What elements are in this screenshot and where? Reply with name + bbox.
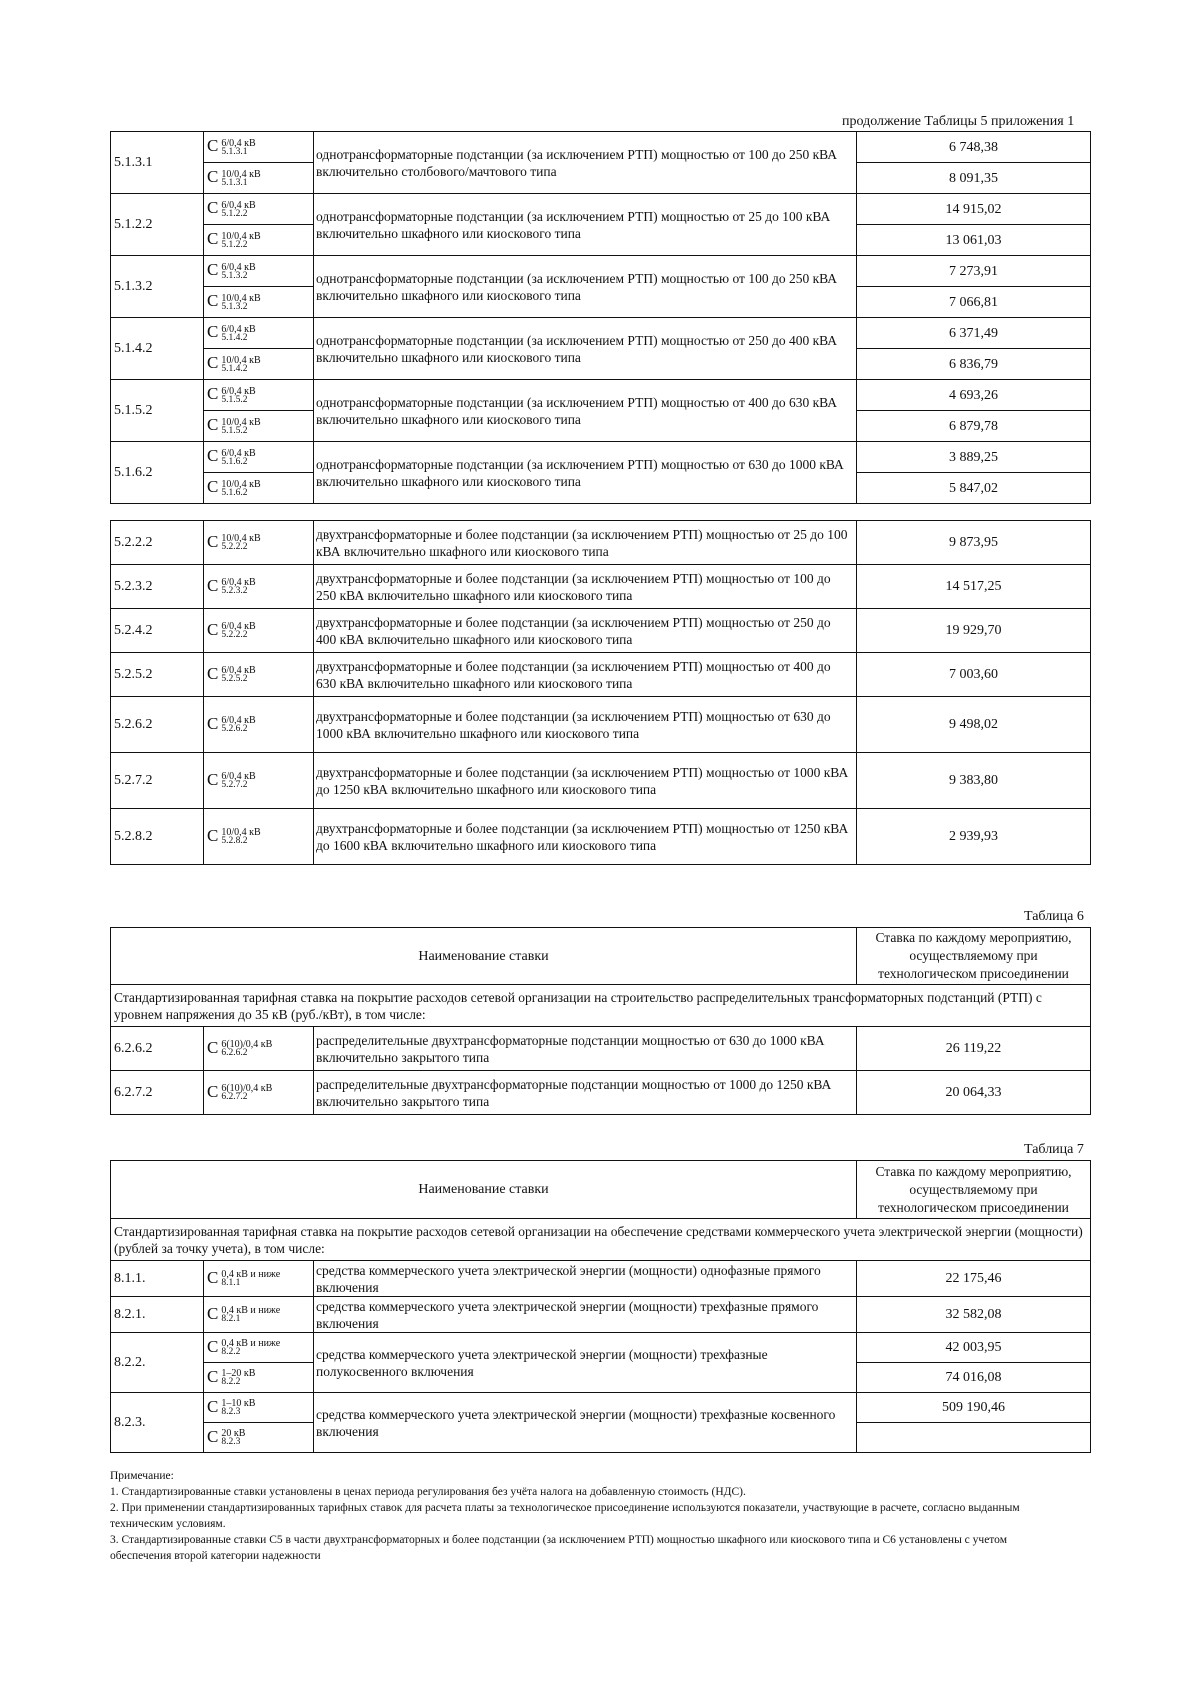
- row-description: однотрансформаторные подстанции (за исключением РТП) мощностью от 400 до 630 кВА включительно шкафного или киоскового типа: [314, 380, 857, 442]
- rate-symbol: С 10/0,4 кВ 5.2.2.2: [204, 521, 314, 565]
- rate-symbol: С 10/0,4 кВ 5.1.2.2: [204, 225, 314, 256]
- rate-symbol: С 6/0,4 кВ 5.1.4.2: [204, 318, 314, 349]
- rate-symbol: С 6/0,4 кВ 5.2.2.2: [204, 609, 314, 653]
- row-code: 5.2.3.2: [111, 565, 204, 609]
- rate-index: 5.2.2.2: [221, 630, 248, 641]
- rate-index: 5.2.7.2: [221, 780, 248, 791]
- rate-voltage: 0,4 кВ и ниже: [221, 1305, 281, 1317]
- rate-symbol: С 6/0,4 кВ 5.1.5.2: [204, 380, 314, 411]
- table-row: [111, 380, 1091, 411]
- rate-index: 8.2.1: [221, 1314, 241, 1325]
- rate-symbol: С 6/0,4 кВ 5.2.7.2: [204, 753, 314, 809]
- row-value: 14 915,02: [857, 194, 1091, 225]
- row-code: 8.2.1.: [111, 1297, 204, 1333]
- row-code: 5.1.3.2: [111, 256, 204, 318]
- row-value: 8 091,35: [857, 163, 1091, 194]
- rate-symbol: С 1–20 кВ 8.2.2: [204, 1363, 314, 1393]
- row-description: двухтрансформаторные и более подстанции (за исключением РТП) мощностью от 1250 кВА до 1600 кВА включительно шкафного или киоскового типа: [314, 809, 857, 865]
- table7-header-name: Наименование ставки: [111, 1161, 857, 1219]
- row-value: 22 175,46: [857, 1261, 1091, 1297]
- row-value: 6 371,49: [857, 318, 1091, 349]
- table-row: [111, 521, 1091, 565]
- rate-voltage: 6/0,4 кВ: [221, 137, 256, 149]
- table-row: [111, 442, 1091, 473]
- rate-index: 5.1.4.2: [221, 332, 248, 343]
- rate-index: 5.1.3.1: [221, 146, 248, 157]
- row-code: 5.2.2.2: [111, 521, 204, 565]
- row-value: 20 064,33: [857, 1071, 1091, 1115]
- row-description: двухтрансформаторные и более подстанции (за исключением РТП) мощностью от 250 до 400 кВА включительно шкафного или киоскового типа: [314, 609, 857, 653]
- rate-voltage: 10/0,4 кВ: [221, 416, 261, 428]
- note-3: 3. Стандартизированные ставки С5 в части двухтрансформаторных и более подстанции (за исключением РТП) мощностью шкафного или киоскового типа и С6 установлены с учетом обеспечения второй категории надежности: [110, 1534, 1007, 1562]
- row-value: 19 929,70: [857, 609, 1091, 653]
- row-value: 4 693,26: [857, 380, 1091, 411]
- rate-symbol: С 10/0,4 кВ 5.2.8.2: [204, 809, 314, 865]
- row-value: 14 517,25: [857, 565, 1091, 609]
- table-row: [111, 194, 1091, 225]
- row-code: 5.1.6.2: [111, 442, 204, 504]
- rate-voltage: 10/0,4 кВ: [221, 168, 261, 180]
- rate-symbol: С 10/0,4 кВ 5.1.6.2: [204, 473, 314, 504]
- rate-index: 6.2.7.2: [221, 1092, 248, 1103]
- rate-voltage: 6/0,4 кВ: [221, 199, 256, 211]
- rate-voltage: 10/0,4 кВ: [221, 354, 261, 366]
- rate-index: 5.1.4.2: [221, 363, 248, 374]
- rate-voltage: 1–10 кВ: [221, 1398, 256, 1410]
- row-description: средства коммерческого учета электрической энергии (мощности) трехфазные прямого включения: [314, 1297, 857, 1333]
- table-row: [111, 565, 1091, 609]
- rate-symbol: С 6/0,4 кВ 5.1.3.2: [204, 256, 314, 287]
- rate-voltage: 6/0,4 кВ: [221, 715, 256, 727]
- row-code: 5.1.5.2: [111, 380, 204, 442]
- rate-symbol: С 10/0,4 кВ 5.1.5.2: [204, 411, 314, 442]
- rate-symbol: С 10/0,4 кВ 5.1.4.2: [204, 349, 314, 380]
- row-description: двухтрансформаторные и более подстанции (за исключением РТП) мощностью от 100 до 250 кВА включительно шкафного или киоскового типа: [314, 565, 857, 609]
- rate-symbol: С 0,4 кВ и ниже 8.1.1: [204, 1261, 314, 1297]
- row-value: 7 273,91: [857, 256, 1091, 287]
- table7-header-rate: Ставка по каждому мероприятию, осуществляемому при технологическом присоединении: [857, 1161, 1091, 1219]
- row-value: 3 889,25: [857, 442, 1091, 473]
- rate-index: 5.1.6.2: [221, 456, 248, 467]
- row-description: средства коммерческого учета электрической энергии (мощности) однофазные прямого включения: [314, 1261, 857, 1297]
- row-description: распределительные двухтрансформаторные подстанции мощностью от 1000 до 1250 кВА включительно закрытого типа: [314, 1071, 857, 1115]
- table-row: [111, 1393, 1091, 1423]
- row-description: распределительные двухтрансформаторные подстанции мощностью от 630 до 1000 кВА включительно закрытого типа: [314, 1027, 857, 1071]
- note-2: 2. При применении стандартизированных тарифных ставок для расчета платы за технологическое присоединение используются показатели, участвующие в расчете, согласно выданным техническим условиям.: [110, 1502, 1020, 1530]
- rate-index: 5.1.2.2: [221, 239, 248, 250]
- rate-index: 5.1.3.2: [221, 301, 248, 312]
- row-value: 42 003,95: [857, 1333, 1091, 1363]
- row-value: 9 873,95: [857, 521, 1091, 565]
- row-code: 5.1.3.1: [111, 132, 204, 194]
- table-row: [111, 1027, 1091, 1071]
- rate-symbol: С 1–10 кВ 8.2.3: [204, 1393, 314, 1423]
- rate-index: 8.2.2: [221, 1347, 241, 1358]
- table5-single: [110, 520, 1091, 865]
- rate-symbol: С 6/0,4 кВ 5.1.3.1: [204, 132, 314, 163]
- rate-symbol: С 0,4 кВ и ниже 8.2.1: [204, 1297, 314, 1333]
- row-code: 6.2.7.2: [111, 1071, 204, 1115]
- table6-header-rate: Ставка по каждому мероприятию, осуществляемому при технологическом присоединении: [857, 928, 1091, 985]
- rate-index: 5.1.5.2: [221, 425, 248, 436]
- row-code: 5.2.8.2: [111, 809, 204, 865]
- row-description: однотрансформаторные подстанции (за исключением РТП) мощностью от 100 до 250 кВА включительно шкафного или киоскового типа: [314, 256, 857, 318]
- row-description: средства коммерческого учета электрической энергии (мощности) трехфазные полукосвенного включения: [314, 1333, 857, 1393]
- row-code: 5.2.6.2: [111, 697, 204, 753]
- rate-index: 5.2.8.2: [221, 836, 248, 847]
- row-description: однотрансформаторные подстанции (за исключением РТП) мощностью от 630 до 1000 кВА включительно шкафного или киоскового типа: [314, 442, 857, 504]
- rate-index: 5.2.6.2: [221, 724, 248, 735]
- row-code: 5.2.4.2: [111, 609, 204, 653]
- row-value: 5 847,02: [857, 473, 1091, 504]
- row-code: 8.2.3.: [111, 1393, 204, 1453]
- rate-voltage: 10/0,4 кВ: [221, 292, 261, 304]
- row-value: 32 582,08: [857, 1297, 1091, 1333]
- table6-caption: Таблица 6: [1024, 909, 1084, 924]
- rate-symbol: С 6/0,4 кВ 5.2.3.2: [204, 565, 314, 609]
- rate-index: 5.1.3.1: [221, 177, 248, 188]
- table-row: [111, 318, 1091, 349]
- rate-symbol: С 20 кВ 8.2.3: [204, 1423, 314, 1453]
- row-description: однотрансформаторные подстанции (за исключением РТП) мощностью от 25 до 100 кВА включительно шкафного или киоскового типа: [314, 194, 857, 256]
- rate-index: 5.2.3.2: [221, 586, 248, 597]
- rate-symbol: С 6/0,4 кВ 5.1.6.2: [204, 442, 314, 473]
- note-1: 1. Стандартизированные ставки установлены в ценах периода регулирования без учёта налога на добавленную стоимость (НДС).: [110, 1486, 746, 1498]
- rate-index: 6.2.6.2: [221, 1048, 248, 1059]
- rate-symbol: С 6/0,4 кВ 5.2.5.2: [204, 653, 314, 697]
- table7-caption: Таблица 7: [1024, 1142, 1084, 1157]
- rate-voltage: 6/0,4 кВ: [221, 323, 256, 335]
- rate-voltage: 0,4 кВ и ниже: [221, 1338, 281, 1350]
- table-row: [111, 1297, 1091, 1333]
- row-value: 9 383,80: [857, 753, 1091, 809]
- rate-voltage: 6/0,4 кВ: [221, 771, 256, 783]
- rate-index: 8.2.2: [221, 1377, 241, 1388]
- rate-index: 5.2.2.2: [221, 542, 248, 553]
- row-value: 6 836,79: [857, 349, 1091, 380]
- row-code: 5.1.4.2: [111, 318, 204, 380]
- row-value: 2 939,93: [857, 809, 1091, 865]
- rate-index: 5.1.3.2: [221, 270, 248, 281]
- row-code: 8.1.1.: [111, 1261, 204, 1297]
- table6-intro: Стандартизированная тарифная ставка на покрытие расходов сетевой организации на строительство распределительных трансформаторных подстанций (РТП) с уровнем напряжения до 35 кВ (руб./кВт), в том числе:: [111, 985, 1091, 1027]
- row-code: 5.1.2.2: [111, 194, 204, 256]
- table7: [110, 1160, 1091, 1453]
- notes-title: Примечание:: [110, 1470, 174, 1482]
- table6: [110, 927, 1091, 1115]
- rate-index: 5.1.5.2: [221, 394, 248, 405]
- rate-voltage: 1–20 кВ: [221, 1368, 256, 1380]
- table-row: [111, 132, 1091, 163]
- rate-voltage: 6/0,4 кВ: [221, 261, 256, 273]
- row-value: 509 190,46: [857, 1393, 1091, 1423]
- table-row: [111, 1333, 1091, 1363]
- rate-symbol: С 0,4 кВ и ниже 8.2.2: [204, 1333, 314, 1363]
- rate-voltage: 10/0,4 кВ: [221, 478, 261, 490]
- row-description: двухтрансформаторные и более подстанции (за исключением РТП) мощностью от 1000 кВА до 1250 кВА включительно шкафного или киоскового типа: [314, 753, 857, 809]
- rate-index: 5.2.5.2: [221, 674, 248, 685]
- rate-symbol: С 6/0,4 кВ 5.2.6.2: [204, 697, 314, 753]
- rate-voltage: 10/0,4 кВ: [221, 533, 261, 545]
- row-value: [857, 1423, 1091, 1453]
- rate-index: 5.1.2.2: [221, 208, 248, 219]
- table-row: [111, 1261, 1091, 1297]
- rate-voltage: 6(10)/0,4 кВ: [221, 1083, 273, 1095]
- rate-voltage: 6/0,4 кВ: [221, 447, 256, 459]
- row-value: 7 066,81: [857, 287, 1091, 318]
- row-code: 8.2.2.: [111, 1333, 204, 1393]
- table7-intro: Стандартизированная тарифная ставка на покрытие расходов сетевой организации на обеспечение средствами коммерческого учета электрической энергии (мощности) (рублей за точку учета), в том числе:: [111, 1219, 1091, 1261]
- rate-symbol: С 10/0,4 кВ 5.1.3.1: [204, 163, 314, 194]
- row-description: однотрансформаторные подстанции (за исключением РТП) мощностью от 250 до 400 кВА включительно шкафного или киоскового типа: [314, 318, 857, 380]
- table5-grouped: [110, 131, 1091, 504]
- table-row: [111, 809, 1091, 865]
- table-row: [111, 609, 1091, 653]
- rate-index: 8.1.1: [221, 1278, 241, 1289]
- row-value: 6 748,38: [857, 132, 1091, 163]
- row-value: 7 003,60: [857, 653, 1091, 697]
- row-code: 5.2.7.2: [111, 753, 204, 809]
- table-row: [111, 256, 1091, 287]
- rate-voltage: 20 кВ: [221, 1428, 246, 1440]
- rate-symbol: С 10/0,4 кВ 5.1.3.2: [204, 287, 314, 318]
- rate-voltage: 6/0,4 кВ: [221, 385, 256, 397]
- rate-symbol: С 6(10)/0,4 кВ 6.2.7.2: [204, 1071, 314, 1115]
- row-value: 9 498,02: [857, 697, 1091, 753]
- row-value: 13 061,03: [857, 225, 1091, 256]
- table-row: [111, 1071, 1091, 1115]
- row-description: средства коммерческого учета электрической энергии (мощности) трехфазные косвенного включения: [314, 1393, 857, 1453]
- rate-index: 8.2.3: [221, 1437, 241, 1448]
- row-description: однотрансформаторные подстанции (за исключением РТП) мощностью от 100 до 250 кВА включительно столбового/мачтового типа: [314, 132, 857, 194]
- row-code: 5.2.5.2: [111, 653, 204, 697]
- rate-symbol: С 6/0,4 кВ 5.1.2.2: [204, 194, 314, 225]
- table6-header-name: Наименование ставки: [111, 928, 857, 985]
- rate-voltage: 6(10)/0,4 кВ: [221, 1039, 273, 1051]
- rate-voltage: 10/0,4 кВ: [221, 230, 261, 242]
- table-row: [111, 697, 1091, 753]
- row-value: 6 879,78: [857, 411, 1091, 442]
- row-value: 74 016,08: [857, 1363, 1091, 1393]
- notes: [110, 1468, 1070, 1564]
- rate-voltage: 6/0,4 кВ: [221, 621, 256, 633]
- row-description: двухтрансформаторные и более подстанции (за исключением РТП) мощностью от 630 до 1000 кВА включительно шкафного или киоскового типа: [314, 697, 857, 753]
- rate-symbol: С 6(10)/0,4 кВ 6.2.6.2: [204, 1027, 314, 1071]
- rate-index: 5.1.6.2: [221, 487, 248, 498]
- rate-voltage: 6/0,4 кВ: [221, 577, 256, 589]
- rate-voltage: 6/0,4 кВ: [221, 665, 256, 677]
- table-row: [111, 653, 1091, 697]
- table-row: [111, 753, 1091, 809]
- table5-continuation-caption: продолжение Таблицы 5 приложения 1: [842, 114, 1075, 129]
- row-description: двухтрансформаторные и более подстанции (за исключением РТП) мощностью от 25 до 100 кВА включительно шкафного или киоскового типа: [314, 521, 857, 565]
- rate-voltage: 0,4 кВ и ниже: [221, 1269, 281, 1281]
- row-code: 6.2.6.2: [111, 1027, 204, 1071]
- rate-voltage: 10/0,4 кВ: [221, 827, 261, 839]
- row-value: 26 119,22: [857, 1027, 1091, 1071]
- row-description: двухтрансформаторные и более подстанции (за исключением РТП) мощностью от 400 до 630 кВА включительно шкафного или киоскового типа: [314, 653, 857, 697]
- rate-index: 8.2.3: [221, 1407, 241, 1418]
